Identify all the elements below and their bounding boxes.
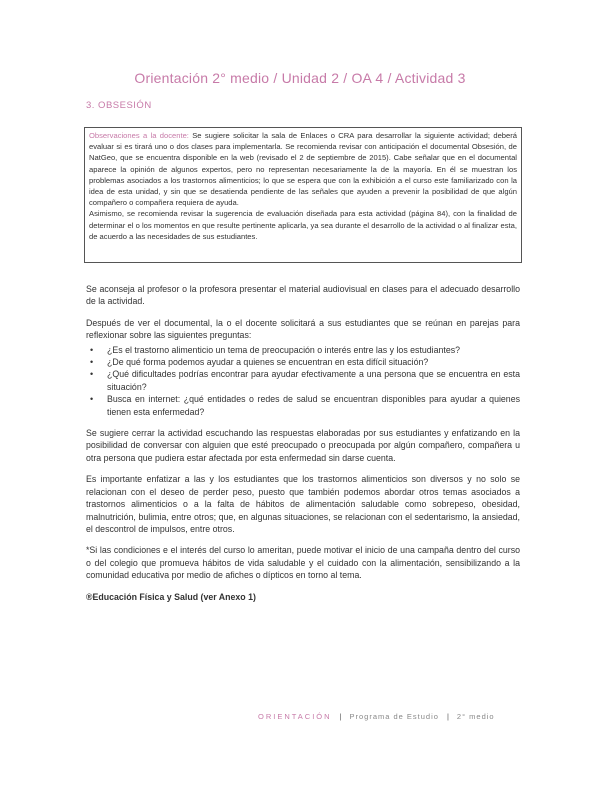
paragraph-closing: Se sugiere cerrar la actividad escuchando las respuestas elaboradas por sus estudiantes y enfatizando en la posibilidad de conversar con alguien que esté preocupado o preocupada por algún compañero, compañera u otra persona que pudiera estar afectada por esta enfermedad sin darse cuenta. [86, 428, 520, 463]
paragraph-campaign: *Si las condiciones e el interés del curso lo ameritan, puede motivar el inicio de una campaña dentro del curso o del colegio que promueva hábitos de vida saludable y el cuidado con la alimentación, sensibilizando a la comunidad educativa por medio de afiches o dípticos en torno al tema. [86, 545, 520, 581]
teacher-note-text: Se sugiere solicitar la sala de Enlaces o CRA para desarrollar la siguiente actividad; deberá evaluar si es tirará uno o dos clases para implementarla. Se recomienda revisar con anticipación el documental Obsesión, de NatGeo, que se encuentra disponible en la web (revisado el 2 de septiembre de 2015). Cabe señalar que en el documental aparece la opinión de algunos expertos, pero no representan necesariamente la de la mayoría. En él se muestran los problemas asociados a los trastornos alimenticios; lo que se espera que con la exhibición a el curso este familiarizado con la idea de esta unidad, y sin que se desatienda pendiente de las señales que ayuden a prevenir la posibilidad de que algún compañero o compañera requiera de ayuda. [89, 131, 517, 208]
paragraph-instructions: Después de ver el documental, la o el docente solicitará a sus estudiantes que se reúnan en parejas para reflexionar sobre las siguientes preguntas: [86, 317, 520, 341]
page-footer [258, 712, 495, 721]
annex-link[interactable]: ®Educación Física y Salud (ver Anexo 1) [86, 591, 256, 602]
footer-grade: 2° medio [456, 712, 495, 721]
list-item: • Busca en internet: ¿qué entidades o redes de salud se encuentran disponibles para ayudar a quienes tienen esta enfermedad? [86, 393, 520, 418]
list-item: • ¿Es el trastorno alimenticio un tema de preocupación o interés entre las y los estudiantes? [86, 344, 520, 356]
teacher-note-text-2: Asimismo, se recomienda revisar la sugerencia de evaluación diseñada para esta actividad (página 84), con la finalidad de determinar el o los momentos en que resulte pertinente aplicarla, ya sea durante el desarrollo de la actividad o al finalizar esta, de acuerdo a las necesidades de sus estudiantes. [89, 209, 517, 241]
paragraph-emphasis: Es importante enfatizar a las y los estudiantes que los trastornos alimenticios son diversos y no solo se relacionan con el deseo de perder peso, puesto que también podemos abordar otros temas asociados a trastornos alimenticios o a la falta de hábitos de alimentación saludable como sobrepeso, obesidad, malnutrición, bulimia, entre otros; que, en algunas situaciones, se relacionan con el sedentarismo, la ansiedad, el descontrol de impulsos, entre otros. [86, 474, 520, 534]
main-content [86, 283, 520, 612]
list-item: • ¿De qué forma podemos ayudar a quienes se encuentran en esta difícil situación? [86, 356, 520, 368]
list-item: • ¿Qué dificultades podrías encontrar para ayudar efectivamente a una persona que se encuentra en esta situación? [86, 368, 520, 393]
paragraph-intro: Se aconseja al profesor o la profesora presentar el material audiovisual en clases para el adecuado desarrollo de la actividad. [86, 284, 520, 307]
footer-brand: ORIENTACIÓN [258, 712, 332, 721]
footer-separator-2: | [446, 712, 449, 721]
footer-separator: | [339, 712, 342, 721]
questions-list [86, 344, 520, 418]
teacher-note-title: Observaciones a la docente: [89, 131, 189, 140]
section-title: 3. OBSESIÓN [86, 100, 152, 111]
footer-program: Programa de Estudio [349, 712, 439, 721]
page-title: Orientación 2° medio / Unidad 2 / OA 4 / Actividad 3 [134, 70, 466, 86]
teacher-note-box [84, 127, 522, 263]
